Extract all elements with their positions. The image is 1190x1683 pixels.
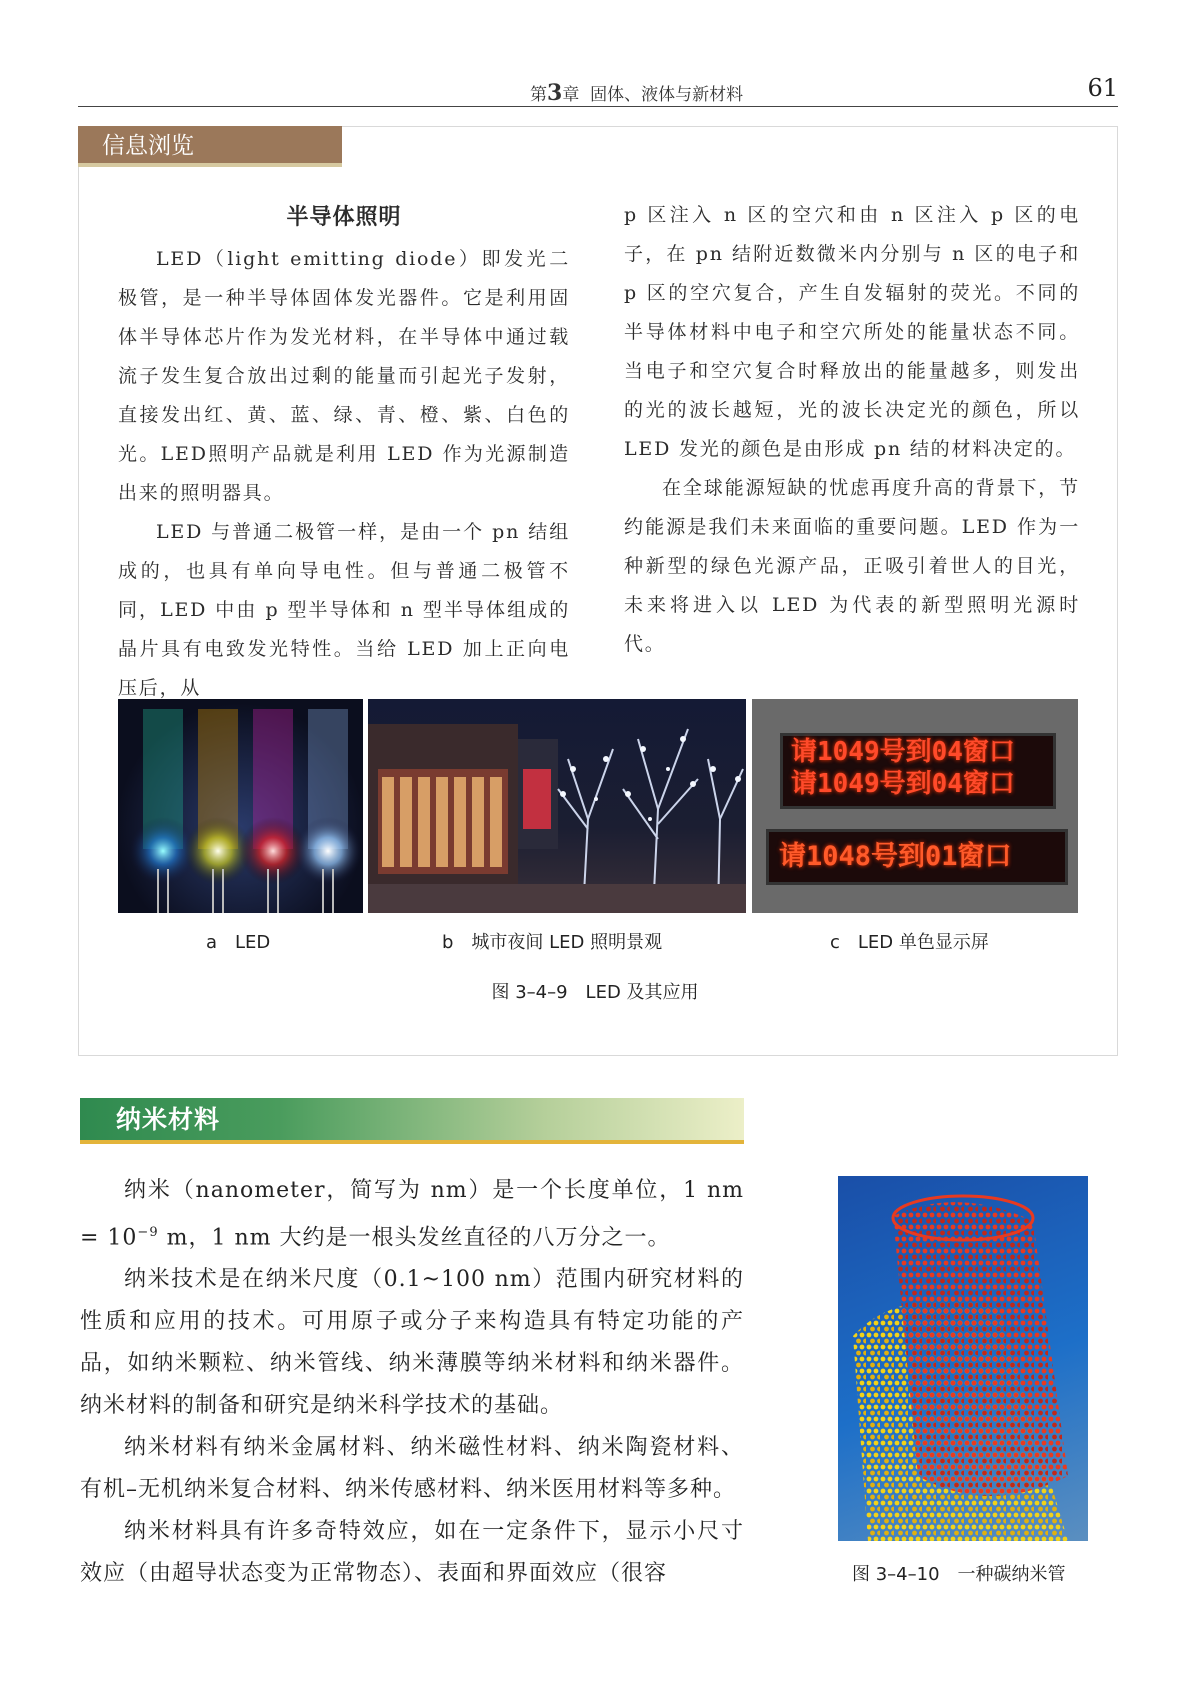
info-paragraph: LED 与普通二极管一样，是由一个 pn 结组成的，也具有单向导电性。但与普通二极管不同，LED 中由 p 型半导体和 n 型半导体组成的晶片具有电致发光特性。当给 LED 加上正向电压后，从 <box>118 521 570 699</box>
chapter-title: 固体、液体与新材料 <box>590 85 744 105</box>
body-paragraph <box>80 1170 744 1259</box>
running-header-chapter <box>530 80 743 106</box>
body-text-span: 纳米（nanometer，简写为 nm）是一个长度单位，1 nm = 10 <box>80 1178 744 1251</box>
led-panel-bottom <box>766 829 1068 885</box>
photo-caption-a: a LED <box>206 932 271 953</box>
info-paragraph: 在全球能源短缺的忧虑再度升高的背景下，节约能源是我们未来面临的重要问题。LED 作为一种新型的绿色光源产品，正吸引着世人的目光，未来将进入以 LED 为代表的新型照明光源时代。 <box>624 477 1080 655</box>
article-title: 半导体照明 <box>286 205 402 230</box>
info-right-column <box>624 196 1080 664</box>
body-paragraph: 纳米材料有纳米金属材料、纳米磁性材料、纳米陶瓷材料、有机–无机纳米复合材料、纳米传感材料、纳米医用材料等多种。 <box>80 1435 744 1503</box>
body-text-span: m，1 nm 大约是一根头发丝直径的八万分之一。 <box>158 1225 671 1251</box>
chapter-number: 3 <box>547 80 563 106</box>
carbon-nanotube-image <box>838 1176 1088 1541</box>
section-title: 纳米材料 <box>116 1105 221 1134</box>
body-paragraph: 纳米技术是在纳米尺度（0.1~100 nm）范围内研究材料的性质和应用的技术。可用原子或分子来构造具有特定功能的产品，如纳米颗粒、纳米管线、纳米薄膜等纳米材料和纳米器件。纳米材料的制备和研究是纳米科学技术的基础。 <box>80 1267 744 1419</box>
led-display-photo <box>752 699 1078 913</box>
info-left-column <box>118 196 570 708</box>
led-photo <box>118 699 363 913</box>
info-box-tab: 信息浏览 <box>78 126 342 167</box>
nanotube-figure-caption: 图 3–4–10 一种碳纳米管 <box>852 1564 1066 1585</box>
photo-caption-b: b 城市夜间 LED 照明景观 <box>442 932 663 953</box>
info-paragraph-continued: p 区注入 n 区的空穴和由 n 区注入 p 区的电子，在 pn 结附近数微米内分别与 n 区的电子和 p 区的空穴复合，产生自发辐射的荧光。不同的半导体材料中电子和空穴所处的能量状态不同。当电子和空穴复合时释放出的能量越多，则发出的光的波长越短，光的波长决定光的颜色，所以 LED 发光的颜色是由形成 pn 结的材料决定的。 <box>624 204 1080 460</box>
led-display-line: 请1048号到01窗口 <box>779 841 1012 872</box>
led-display-line: 请1049号到04窗口 <box>791 737 1015 767</box>
body-paragraph: 纳米材料具有许多奇特效应，如在一定条件下，显示小尺寸效应（由超导状态变为正常物态）、表面和界面效应（很容 <box>80 1519 744 1587</box>
photo-caption-c: c LED 单色显示屏 <box>830 932 989 953</box>
header-rule <box>78 106 1118 107</box>
info-paragraph: LED（light emitting diode）即发光二极管，是一种半导体固体发光器件。它是利用固体半导体芯片作为发光材料，在半导体中通过载流子发生复合放出过剩的能量而引起光子发射，直接发出红、黄、蓝、绿、青、橙、紫、白色的光。LED照明产品就是利用 LED 作为光源制造出来的照明器具。 <box>118 248 570 504</box>
page-number: 61 <box>1087 74 1118 102</box>
chapter-suffix: 章 <box>562 85 580 105</box>
exponent: −9 <box>137 1225 159 1240</box>
section-body <box>80 1170 744 1595</box>
chapter-prefix: 第 <box>530 85 547 105</box>
led-display-line: 请1049号到04窗口 <box>791 769 1015 799</box>
led-panel-top <box>780 733 1056 809</box>
night-led-scene-photo <box>368 699 746 913</box>
figure-caption: 图 3–4–9 LED 及其应用 <box>491 982 699 1003</box>
